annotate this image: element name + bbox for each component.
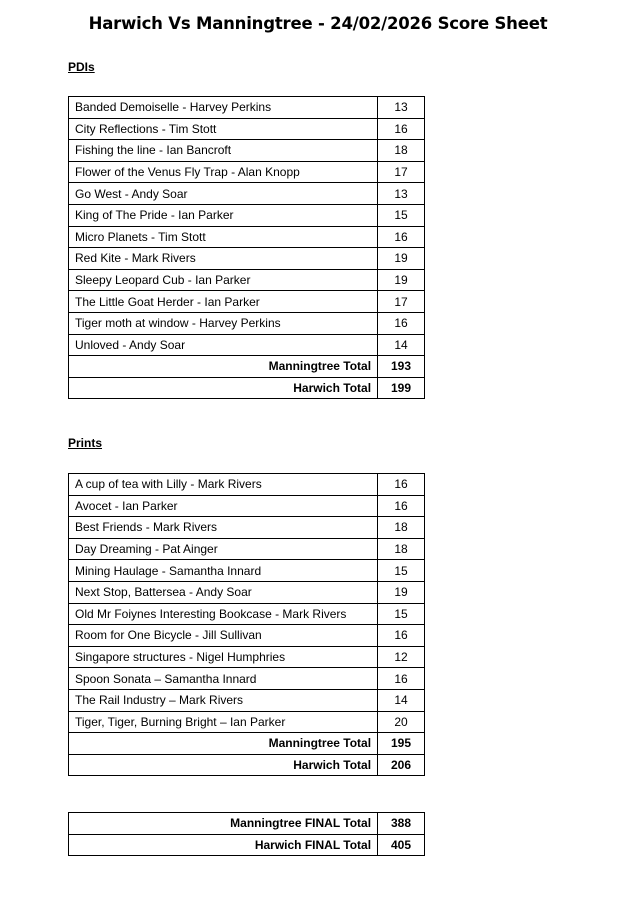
prints-table-body: [69, 474, 425, 776]
total-row: [69, 733, 425, 755]
entry-title: Room for One Bicycle - Jill Sullivan: [69, 625, 378, 647]
table-row: [69, 538, 425, 560]
table-row: [69, 495, 425, 517]
total-score: 195: [378, 733, 425, 755]
entry-title: Micro Planets - Tim Stott: [69, 226, 378, 248]
total-label: Harwich Total: [69, 754, 378, 776]
entry-title: Old Mr Foiynes Interesting Bookcase - Mark Rivers: [69, 603, 378, 625]
entry-title: Avocet - Ian Parker: [69, 495, 378, 517]
table-row: [69, 625, 425, 647]
entry-score: 15: [378, 204, 425, 226]
table-row: [69, 581, 425, 603]
table-row: [69, 603, 425, 625]
total-label: Manningtree Total: [69, 733, 378, 755]
entry-title: Banded Demoiselle - Harvey Perkins: [69, 97, 378, 119]
table-row: [69, 183, 425, 205]
table-row: [69, 226, 425, 248]
entry-title: Red Kite - Mark Rivers: [69, 248, 378, 270]
total-row: [69, 356, 425, 378]
table-row: [69, 334, 425, 356]
entry-score: 19: [378, 269, 425, 291]
total-row: [69, 834, 425, 856]
table-row: [69, 312, 425, 334]
entry-score: 15: [378, 603, 425, 625]
total-score: 388: [378, 813, 425, 835]
entry-title: Go West - Andy Soar: [69, 183, 378, 205]
entry-title: Day Dreaming - Pat Ainger: [69, 538, 378, 560]
entry-score: 15: [378, 560, 425, 582]
total-row: [69, 813, 425, 835]
total-score: 206: [378, 754, 425, 776]
entry-title: A cup of tea with Lilly - Mark Rivers: [69, 474, 378, 496]
table-row: [69, 291, 425, 313]
entry-score: 12: [378, 646, 425, 668]
entry-title: Tiger, Tiger, Burning Bright – Ian Parker: [69, 711, 378, 733]
total-label: Manningtree FINAL Total: [69, 813, 378, 835]
entry-score: 18: [378, 140, 425, 162]
final-totals-table: [68, 812, 425, 856]
entry-score: 17: [378, 291, 425, 313]
total-score: 405: [378, 834, 425, 856]
entry-score: 16: [378, 118, 425, 140]
entry-title: The Little Goat Herder - Ian Parker: [69, 291, 378, 313]
entry-title: Fishing the line - Ian Bancroft: [69, 140, 378, 162]
total-row: [69, 377, 425, 399]
entry-score: 18: [378, 538, 425, 560]
entry-score: 20: [378, 711, 425, 733]
entry-title: The Rail Industry – Mark Rivers: [69, 689, 378, 711]
table-row: [69, 140, 425, 162]
entry-score: 13: [378, 97, 425, 119]
table-row: [69, 118, 425, 140]
entry-title: Next Stop, Battersea - Andy Soar: [69, 581, 378, 603]
entry-title: Mining Haulage - Samantha Innard: [69, 560, 378, 582]
table-row: [69, 161, 425, 183]
entry-title: Singapore structures - Nigel Humphries: [69, 646, 378, 668]
total-label: Manningtree Total: [69, 356, 378, 378]
entry-title: Spoon Sonata – Samantha Innard: [69, 668, 378, 690]
table-row: [69, 474, 425, 496]
prints-score-table: [68, 473, 425, 776]
total-row: [69, 754, 425, 776]
entry-score: 19: [378, 581, 425, 603]
total-label: Harwich FINAL Total: [69, 834, 378, 856]
entry-title: Best Friends - Mark Rivers: [69, 517, 378, 539]
final-totals-body: [69, 813, 425, 856]
table-row: [69, 668, 425, 690]
entry-score: 19: [378, 248, 425, 270]
entry-score: 16: [378, 495, 425, 517]
entry-score: 16: [378, 474, 425, 496]
entry-title: Sleepy Leopard Cub - Ian Parker: [69, 269, 378, 291]
entry-score: 16: [378, 668, 425, 690]
total-score: 199: [378, 377, 425, 399]
entry-score: 17: [378, 161, 425, 183]
pdis-score-table: [68, 96, 425, 399]
total-score: 193: [378, 356, 425, 378]
section-heading-pdis: PDIs: [68, 60, 95, 74]
table-row: [69, 269, 425, 291]
page-title: Harwich Vs Manningtree - 24/02/2026 Score Sheet: [88, 14, 548, 33]
entry-score: 14: [378, 334, 425, 356]
table-row: [69, 560, 425, 582]
entry-title: Flower of the Venus Fly Trap - Alan Knopp: [69, 161, 378, 183]
entry-score: 16: [378, 312, 425, 334]
entry-score: 16: [378, 625, 425, 647]
entry-title: Tiger moth at window - Harvey Perkins: [69, 312, 378, 334]
table-row: [69, 711, 425, 733]
table-row: [69, 517, 425, 539]
entry-title: Unloved - Andy Soar: [69, 334, 378, 356]
table-row: [69, 97, 425, 119]
entry-score: 16: [378, 226, 425, 248]
pdis-table-body: [69, 97, 425, 399]
table-row: [69, 204, 425, 226]
table-row: [69, 689, 425, 711]
entry-score: 13: [378, 183, 425, 205]
entry-score: 14: [378, 689, 425, 711]
entry-score: 18: [378, 517, 425, 539]
total-label: Harwich Total: [69, 377, 378, 399]
table-row: [69, 646, 425, 668]
entry-title: City Reflections - Tim Stott: [69, 118, 378, 140]
section-heading-prints: Prints: [68, 436, 103, 450]
entry-title: King of The Pride - Ian Parker: [69, 204, 378, 226]
table-row: [69, 248, 425, 270]
